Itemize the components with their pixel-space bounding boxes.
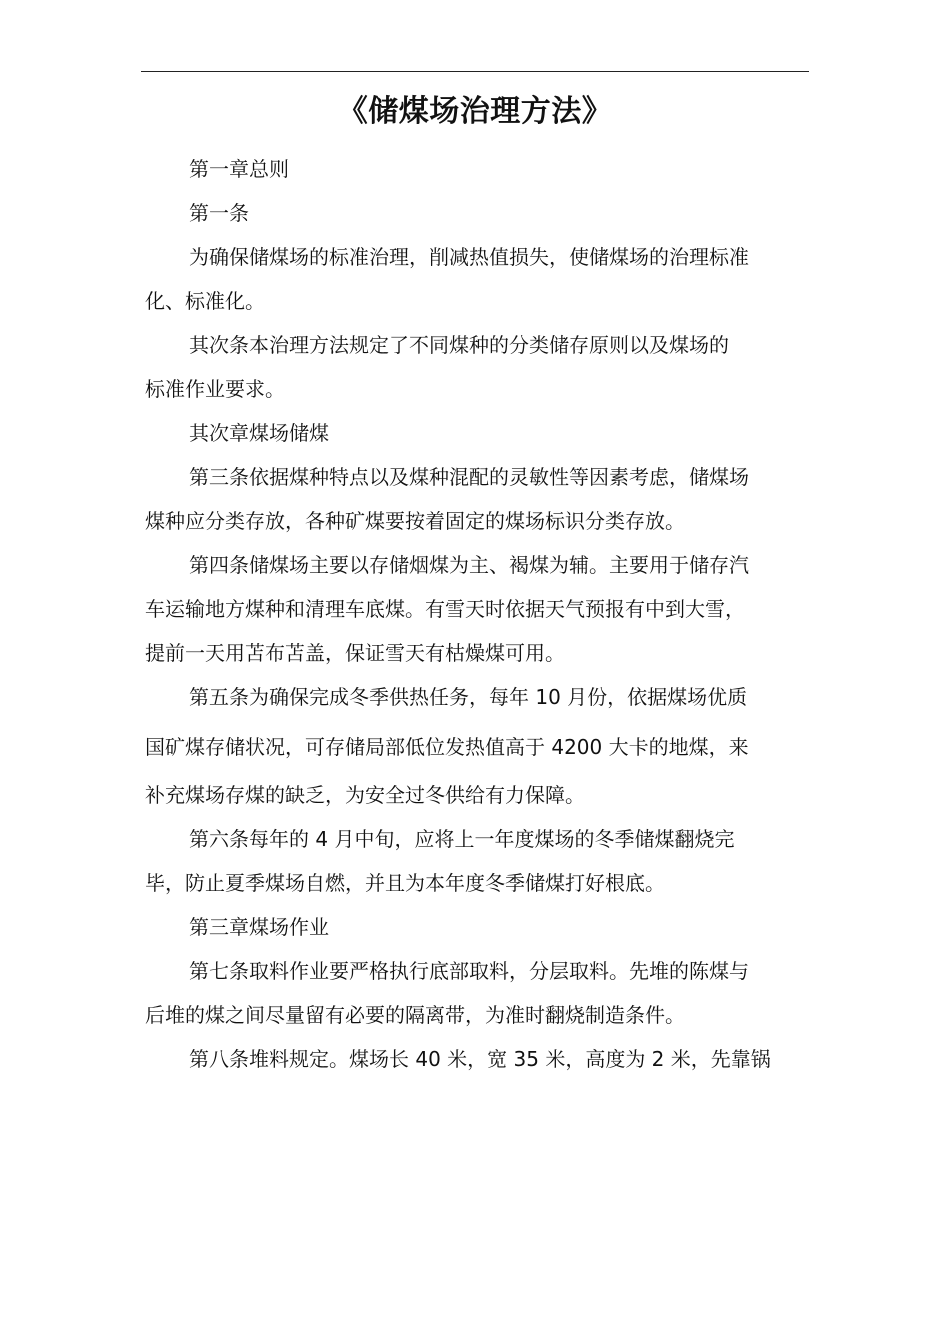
paragraph-line: 其次条本治理方法规定了不同煤种的分类储存原则以及煤场的 <box>189 333 729 357</box>
article-heading: 第一条 <box>189 201 249 225</box>
header-rule <box>141 71 809 72</box>
chapter-heading: 第一章总则 <box>189 157 289 181</box>
paragraph-line: 第五条为确保完成冬季供热任务，每年 10 月份，依据煤场优质 <box>189 685 748 709</box>
paragraph-line: 第三条依据煤种特点以及煤种混配的灵敏性等因素考虑，储煤场 <box>189 465 749 489</box>
paragraph-line: 提前一天用苫布苫盖，保证雪天有枯燥煤可用。 <box>145 641 565 665</box>
paragraph-line: 第四条储煤场主要以存储烟煤为主、褐煤为辅。主要用于储存汽 <box>189 553 749 577</box>
paragraph-line: 标准作业要求。 <box>145 377 285 401</box>
paragraph-line: 补充煤场存煤的缺乏，为安全过冬供给有力保障。 <box>145 783 585 807</box>
paragraph-line: 第六条每年的 4 月中旬，应将上一年度煤场的冬季储煤翻烧完 <box>189 827 735 851</box>
paragraph-line: 国矿煤存储状况，可存储局部低位发热值高于 4200 大卡的地煤，来 <box>145 735 749 759</box>
paragraph-line: 煤种应分类存放，各种矿煤要按着固定的煤场标识分类存放。 <box>145 509 685 533</box>
paragraph-line: 后堆的煤之间尽量留有必要的隔离带，为准时翻烧制造条件。 <box>145 1003 685 1027</box>
paragraph-line: 第七条取料作业要严格执行底部取料，分层取料。先堆的陈煤与 <box>189 959 749 983</box>
document-title: 《储煤场治理方法》 <box>337 94 613 129</box>
chapter-heading: 第三章煤场作业 <box>189 915 329 939</box>
chapter-heading: 其次章煤场储煤 <box>189 421 329 445</box>
paragraph-line: 车运输地方煤种和清理车底煤。有雪天时依据天气预报有中到大雪， <box>145 597 745 621</box>
paragraph-line: 毕，防止夏季煤场自燃，并且为本年度冬季储煤打好根底。 <box>145 871 665 895</box>
paragraph-line: 第八条堆料规定。煤场长 40 米，宽 35 米，高度为 2 米，先靠锅 <box>189 1047 771 1071</box>
paragraph-line: 为确保储煤场的标准治理，削减热值损失，使储煤场的治理标准 <box>189 245 749 269</box>
paragraph-line: 化、标准化。 <box>145 289 265 313</box>
